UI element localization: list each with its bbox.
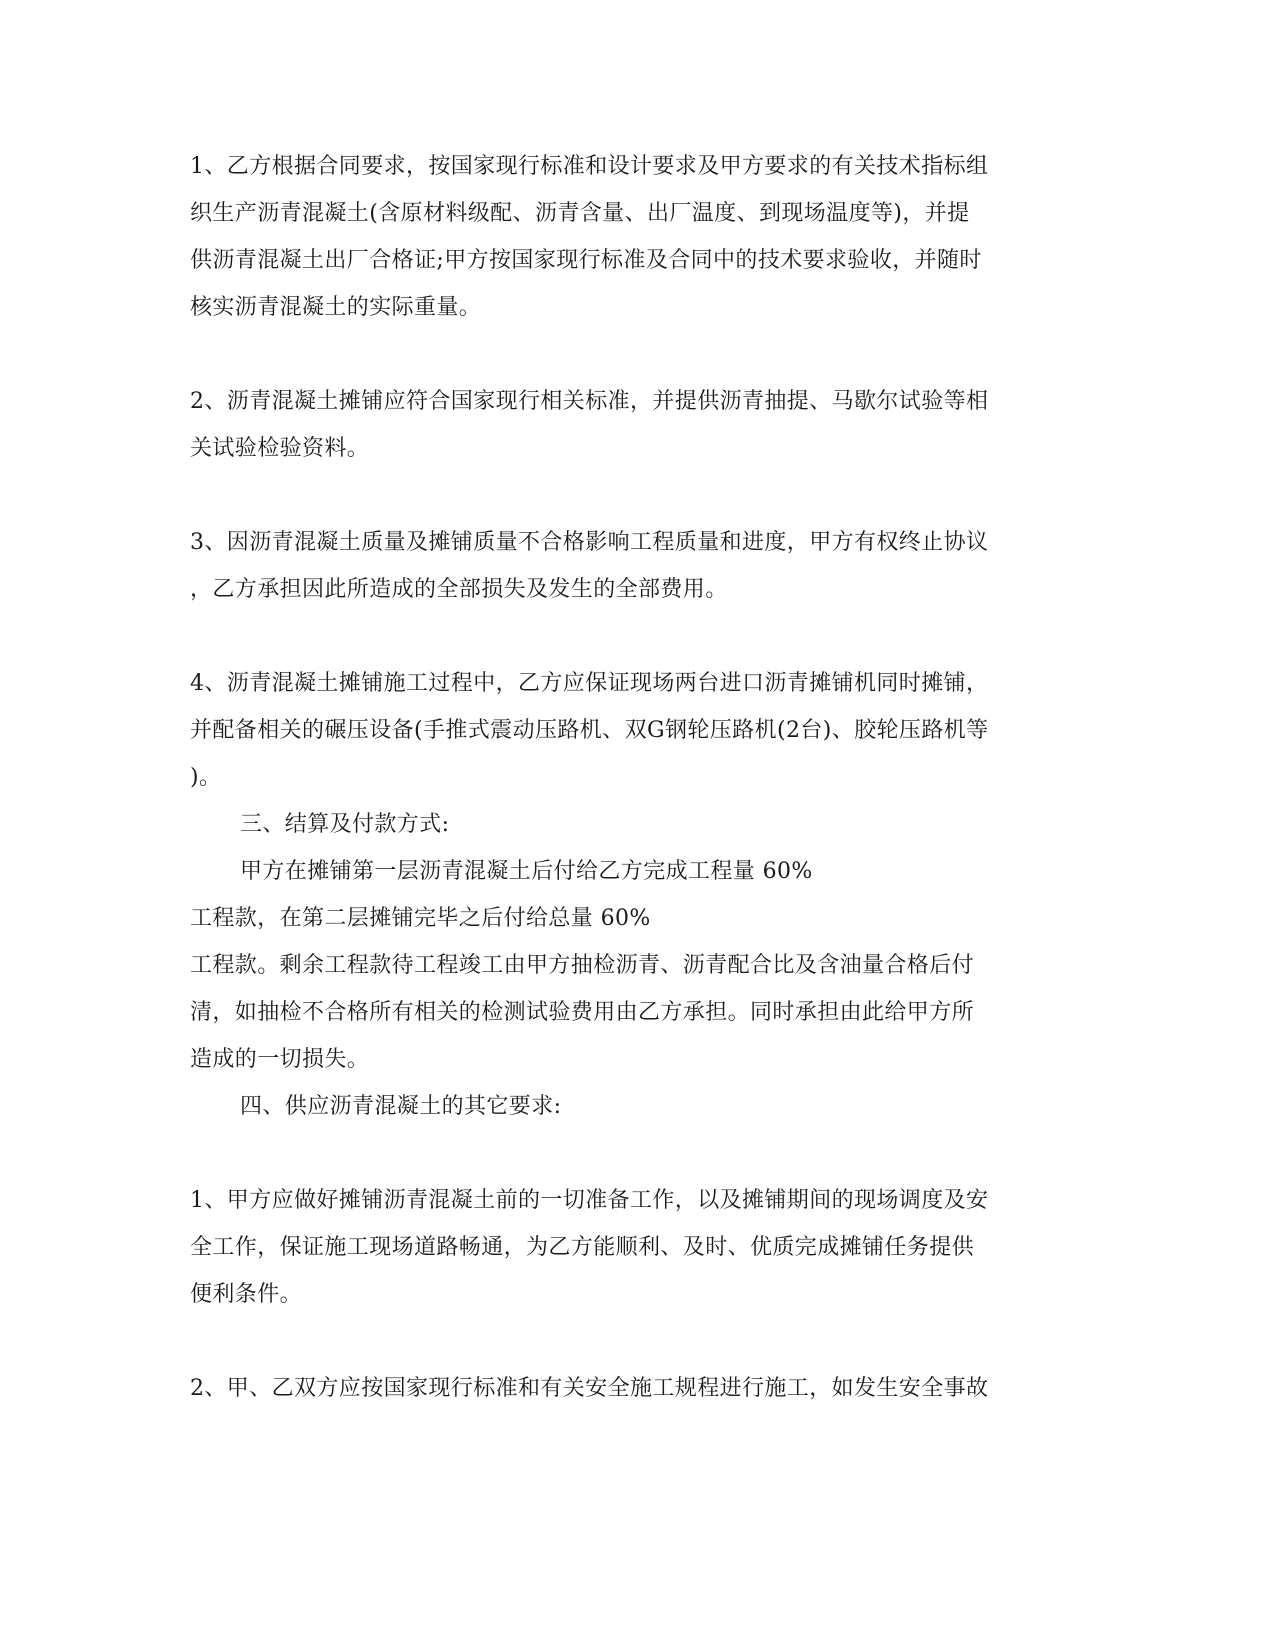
clause-4-line-1: 4、沥青混凝土摊铺施工过程中，乙方应保证现场两台进口沥青摊铺机同时摊铺， (190, 671, 989, 696)
section-4-heading: 四、供应沥青混凝土的其它要求: (240, 1094, 562, 1119)
payment-line-1: 甲方在摊铺第一层沥青混凝土后付给乙方完成工程量 60% (240, 859, 813, 884)
clause-2-line-1: 2、沥青混凝土摊铺应符合国家现行相关标准，并提供沥青抽提、马歇尔试验等相 (190, 389, 989, 414)
payment-line-2: 工程款，在第二层摊铺完毕之后付给总量 60% (190, 906, 651, 931)
requirement-1-line-1: 1、甲方应做好摊铺沥青混凝土前的一切准备工作，以及摊铺期间的现场调度及安 (190, 1188, 989, 1213)
requirement-1-line-2: 全工作，保证施工现场道路畅通，为乙方能顺利、及时、优质完成摊铺任务提供 (190, 1235, 975, 1260)
payment-line-5: 造成的一切损失。 (190, 1047, 370, 1072)
payment-line-3: 工程款。剩余工程款待工程竣工由甲方抽检沥青、沥青配合比及含油量合格后付 (190, 953, 975, 978)
clause-2-line-2: 关试验检验资料。 (190, 436, 370, 461)
requirement-1-line-3: 便利条件。 (190, 1282, 303, 1307)
clause-3-line-2: ，乙方承担因此所造成的全部损失及发生的全部费用。 (190, 577, 728, 602)
clause-1-line-1: 1、乙方根据合同要求，按国家现行标准和设计要求及甲方要求的有关技术指标组 (190, 154, 989, 179)
clause-3-line-1: 3、因沥青混凝土质量及摊铺质量不合格影响工程质量和进度，甲方有权终止协议 (190, 530, 989, 555)
payment-line-4: 清，如抽检不合格所有相关的检测试验费用由乙方承担。同时承担由此给甲方所 (190, 1000, 975, 1025)
requirement-2-line-1: 2、甲、乙双方应按国家现行标准和有关安全施工规程进行施工，如发生安全事故 (190, 1376, 989, 1401)
clause-4-line-3: )。 (190, 765, 222, 790)
clause-1-line-3: 供沥青混凝土出厂合格证;甲方按国家现行标准及合同中的技术要求验收，并随时 (190, 248, 982, 273)
clause-1-line-4: 核实沥青混凝土的实际重量。 (190, 295, 482, 320)
clause-1-line-2: 织生产沥青混凝土(含原材料级配、沥青含量、出厂温度、到现场温度等)，并提 (190, 201, 970, 226)
section-3-heading: 三、结算及付款方式: (240, 812, 450, 837)
clause-4-line-2: 并配备相关的碾压设备(手推式震动压路机、双G钢轮压路机(2台)、胶轮压路机等 (190, 718, 989, 743)
